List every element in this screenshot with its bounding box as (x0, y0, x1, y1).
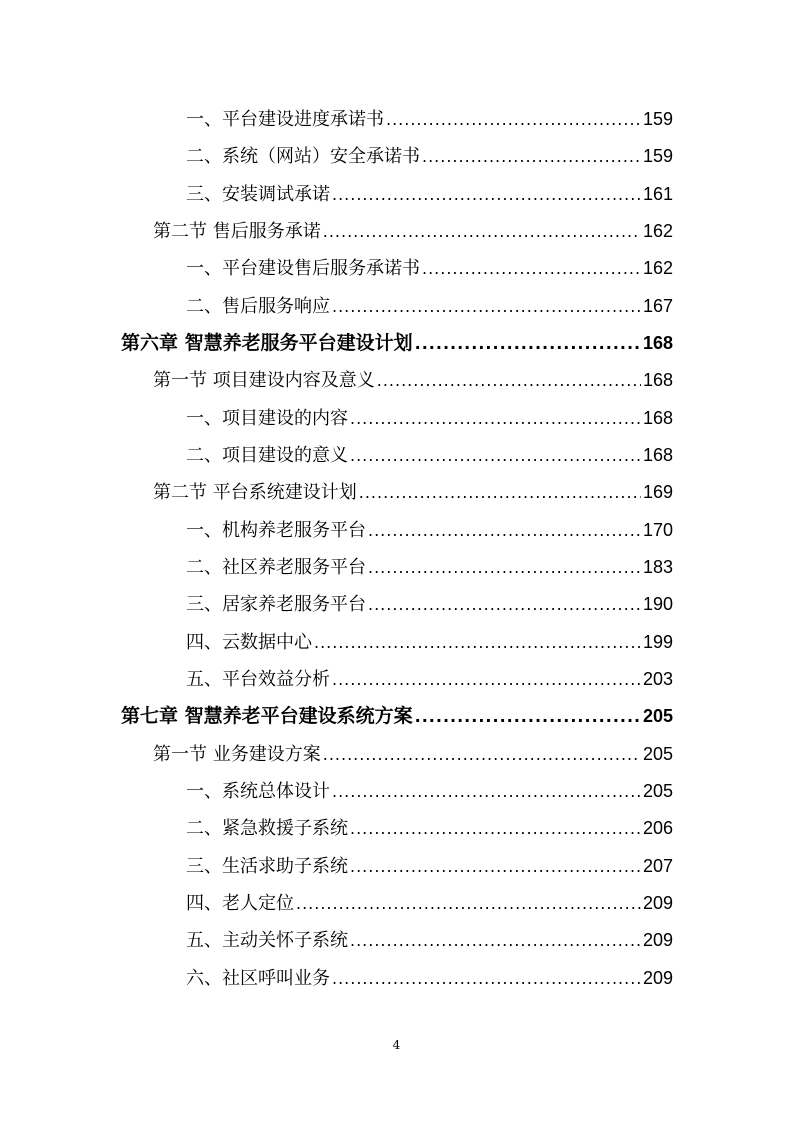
toc-entry[interactable] (186, 589, 673, 619)
toc-dot-leader (296, 889, 641, 919)
toc-entry-title: 第二节 平台系统建设计划 (153, 482, 357, 503)
toc-entry-page: 183 (642, 557, 673, 577)
toc-dot-leader (422, 254, 641, 284)
toc-entry[interactable] (186, 403, 673, 433)
toc-entry-title: 第六章 智慧养老服务平台建设计划 (121, 332, 413, 354)
toc-entry-page: 205 (642, 781, 673, 801)
toc-entry-page: 199 (642, 632, 673, 652)
toc-entry-page: 159 (642, 146, 673, 166)
toc-dot-leader (323, 740, 641, 770)
toc-entry-title: 二、系统（网站）安全承诺书 (186, 146, 420, 167)
toc-entry-page: 205 (642, 706, 673, 726)
toc-entry-page: 190 (642, 594, 673, 614)
toc-entry-page: 169 (642, 482, 673, 502)
toc-entry-title: 二、社区养老服务平台 (186, 557, 366, 578)
toc-entry[interactable] (186, 851, 673, 881)
toc-entry-page: 209 (642, 968, 673, 988)
toc-entry-title: 第二节 售后服务承诺 (153, 221, 321, 242)
toc-entry-title: 一、系统总体设计 (186, 781, 330, 802)
toc-entry-title: 二、紧急救援子系统 (186, 818, 348, 839)
toc-entry-title: 五、平台效益分析 (186, 669, 330, 690)
toc-entry[interactable] (153, 739, 673, 769)
toc-entry[interactable] (186, 141, 673, 171)
toc-entry-title: 三、安装调试承诺 (186, 184, 330, 205)
toc-entry-page: 205 (642, 744, 673, 764)
toc-entry[interactable] (186, 664, 673, 694)
toc-entry-page: 203 (642, 669, 673, 689)
toc-entry[interactable] (186, 291, 673, 321)
toc-entry[interactable] (186, 515, 673, 545)
toc-entry-title: 第一节 业务建设方案 (153, 744, 321, 765)
toc-dot-leader (332, 180, 641, 210)
toc-dot-leader (332, 665, 641, 695)
toc-entry-page: 161 (642, 184, 673, 204)
toc-entry-title: 二、售后服务响应 (186, 296, 330, 317)
toc-entry-page: 209 (642, 893, 673, 913)
toc-entry-page: 159 (642, 109, 673, 129)
toc-entry-page: 168 (642, 333, 673, 353)
toc-entry-page: 209 (642, 930, 673, 950)
toc-entry[interactable] (186, 552, 673, 582)
toc-entry-title: 第一节 项目建设内容及意义 (153, 370, 375, 391)
toc-entry[interactable] (186, 179, 673, 209)
toc-entry[interactable] (186, 253, 673, 283)
toc-entry-page: 170 (642, 520, 673, 540)
toc-entry-title: 第七章 智慧养老平台建设系统方案 (121, 705, 413, 727)
toc-entry-title: 四、云数据中心 (186, 632, 312, 653)
toc-dot-leader (377, 366, 641, 396)
toc-dot-leader (368, 590, 641, 620)
toc-entry[interactable] (186, 813, 673, 843)
toc-entry-title: 三、生活求助子系统 (186, 856, 348, 877)
toc-dot-leader (350, 441, 641, 471)
toc-entry[interactable] (153, 365, 673, 395)
toc-entry-title: 一、机构养老服务平台 (186, 520, 366, 541)
toc-entry-title: 四、老人定位 (186, 893, 294, 914)
toc-entry[interactable] (186, 888, 673, 918)
toc-entry-title: 五、主动关怀子系统 (186, 930, 348, 951)
toc-dot-leader (314, 628, 641, 658)
toc-entry[interactable] (186, 627, 673, 657)
toc-entry-title: 一、平台建设进度承诺书 (186, 109, 384, 130)
toc-entry[interactable] (186, 776, 673, 806)
toc-entry-page: 168 (642, 370, 673, 390)
toc-dot-leader (332, 964, 641, 994)
toc-entry[interactable] (153, 216, 673, 246)
toc-dot-leader (415, 702, 641, 732)
toc-entry-title: 二、项目建设的意义 (186, 445, 348, 466)
toc-entry-title: 六、社区呼叫业务 (186, 968, 330, 989)
toc-dot-leader (359, 478, 641, 508)
toc-dot-leader (368, 516, 641, 546)
toc-entry[interactable] (186, 963, 673, 993)
toc-chapter-entry[interactable] (121, 701, 673, 731)
toc-dot-leader (350, 852, 641, 882)
toc-entry-page: 168 (642, 445, 673, 465)
toc-dot-leader (350, 814, 641, 844)
toc-entry-title: 三、居家养老服务平台 (186, 594, 366, 615)
toc-entry[interactable] (186, 104, 673, 134)
toc-entry-page: 167 (642, 296, 673, 316)
toc-dot-leader (350, 404, 641, 434)
toc-entry-page: 162 (642, 221, 673, 241)
toc-dot-leader (386, 105, 641, 135)
toc-entry-page: 162 (642, 258, 673, 278)
toc-chapter-entry[interactable] (121, 328, 673, 358)
toc-entry-page: 207 (642, 856, 673, 876)
toc-entry-title: 一、项目建设的内容 (186, 408, 348, 429)
page-number: 4 (392, 1038, 401, 1052)
toc-entry[interactable] (186, 440, 673, 470)
toc-entry-page: 206 (642, 818, 673, 838)
toc-entry[interactable] (186, 925, 673, 955)
toc-dot-leader (332, 777, 641, 807)
toc-dot-leader (422, 142, 641, 172)
toc-dot-leader (323, 217, 641, 247)
toc-entry[interactable] (153, 477, 673, 507)
toc-dot-leader (332, 292, 641, 322)
toc-entry-title: 一、平台建设售后服务承诺书 (186, 258, 420, 279)
toc-dot-leader (350, 926, 641, 956)
toc-dot-leader (368, 553, 641, 583)
toc-entry-page: 168 (642, 408, 673, 428)
toc-dot-leader (415, 329, 641, 359)
